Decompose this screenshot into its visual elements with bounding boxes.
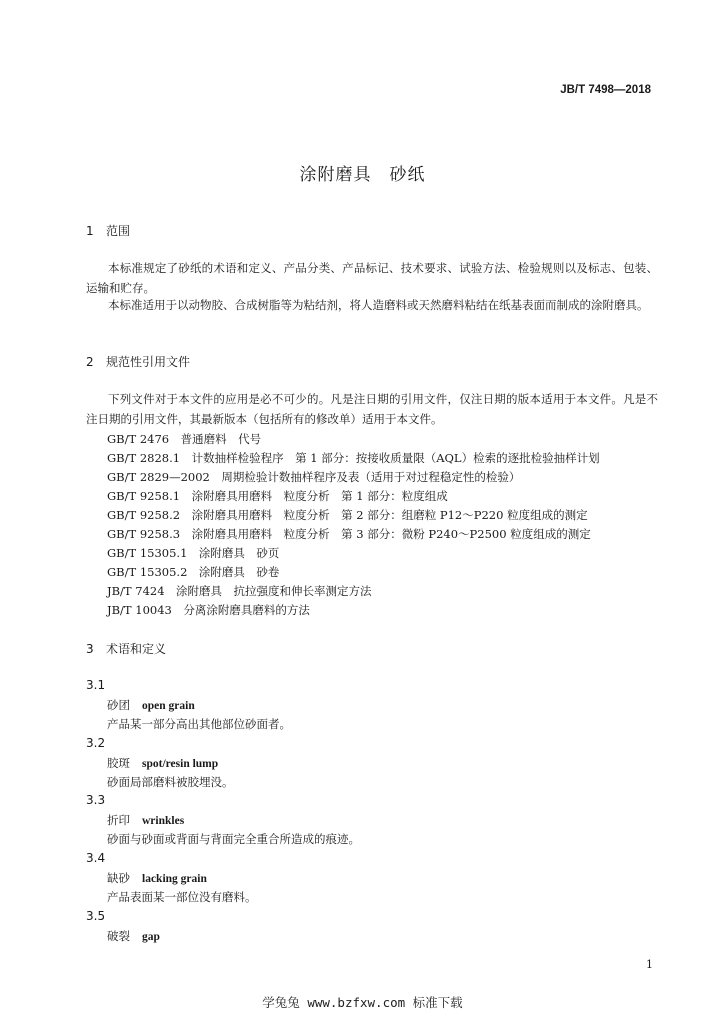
term-definition: 产品某一部分高出其他部位砂面者。 [107,717,291,731]
reference-item: GB/T 9258.3 涂附磨具用磨料 粒度分析 第 3 部分：微粉 P240～P2500 粒度组成的测定 [107,527,591,541]
term-name [107,755,218,771]
scope-paragraph: 本标准适用于以动物胶、合成树脂等为粘结剂，将人造磨料或天然磨料粘结在纸基表面而制成的涂附磨具。 [108,298,649,312]
reference-item: GB/T 15305.1 涂附磨具 砂页 [107,546,280,560]
references-intro: 下列文件对于本文件的应用是必不可少的。凡是注日期的引用文件，仅注日期的版本适用于本文件。凡是不注日期的引用文件，其最新版本（包括所有的修改单）适用于本文件。 [86,392,658,426]
term-zh: 破裂 [107,929,130,943]
term-en: gap [142,931,160,943]
term-zh: 胶斑 [107,756,130,770]
term-number: 3.5 [86,909,106,923]
term-number: 3.4 [86,851,106,865]
section-number: 2 [86,355,94,369]
reference-item: GB/T 2828.1 计数抽样检验程序 第 1 部分：按接收质量限（AQL）检索的逐批检验抽样计划 [107,451,600,465]
section-2-heading [86,353,190,370]
term-name [107,928,160,944]
reference-item: GB/T 9258.2 涂附磨具用磨料 粒度分析 第 2 部分：组磨粒 P12～P220 粒度组成的测定 [107,508,588,522]
section-3-heading [86,640,166,657]
section-title: 范围 [106,224,131,238]
term-definition: 砂面与砂面或背面与背面完全重合所造成的痕迹。 [107,832,360,846]
page-number: 1 [646,958,653,971]
term-name [107,870,207,886]
section-number: 3 [86,642,94,656]
term-en: lacking grain [142,873,207,885]
reference-item: JB/T 7424 涂附磨具 抗拉强度和伸长率测定方法 [107,584,372,598]
term-number: 3.3 [86,793,106,807]
scope-paragraph: 本标准规定了砂纸的术语和定义、产品分类、产品标记、技术要求、试验方法、检验规则以及标志、包装、运输和贮存。 [86,261,658,295]
term-number: 3.2 [86,736,106,750]
term-en: wrinkles [142,815,185,827]
term-zh: 缺砂 [107,871,130,885]
term-zh: 砂团 [107,698,130,712]
term-definition: 砂面局部磨料被胶埋没。 [107,775,234,789]
standard-code: JB/T 7498—2018 [560,84,651,96]
term-en: spot/resin lump [142,758,219,770]
term-number: 3.1 [86,678,106,692]
term-zh: 折印 [107,813,130,827]
section-title: 规范性引用文件 [106,355,191,369]
reference-item: GB/T 2476 普通磨料 代号 [107,432,262,446]
document-title: 涂附磨具 砂纸 [299,165,426,185]
term-name [107,697,195,713]
footer-watermark-text[interactable]: 学兔兔 www.bzfxw.com 标准下载 [262,995,463,1010]
term-name [107,812,184,828]
reference-item: JB/T 10043 分离涂附磨具磨料的方法 [107,603,310,617]
term-en: open grain [142,700,195,712]
reference-item: GB/T 15305.2 涂附磨具 砂卷 [107,565,280,579]
section-title: 术语和定义 [106,642,167,656]
reference-item: GB/T 9258.1 涂附磨具用磨料 粒度分析 第 1 部分：粒度组成 [107,489,448,503]
section-number: 1 [86,224,94,238]
section-1-heading [86,222,130,239]
reference-item: GB/T 2829—2002 周期检验计数抽样程序及表（适用于对过程稳定性的检验） [107,470,521,484]
term-definition: 产品表面某一部位没有磨料。 [107,890,257,904]
